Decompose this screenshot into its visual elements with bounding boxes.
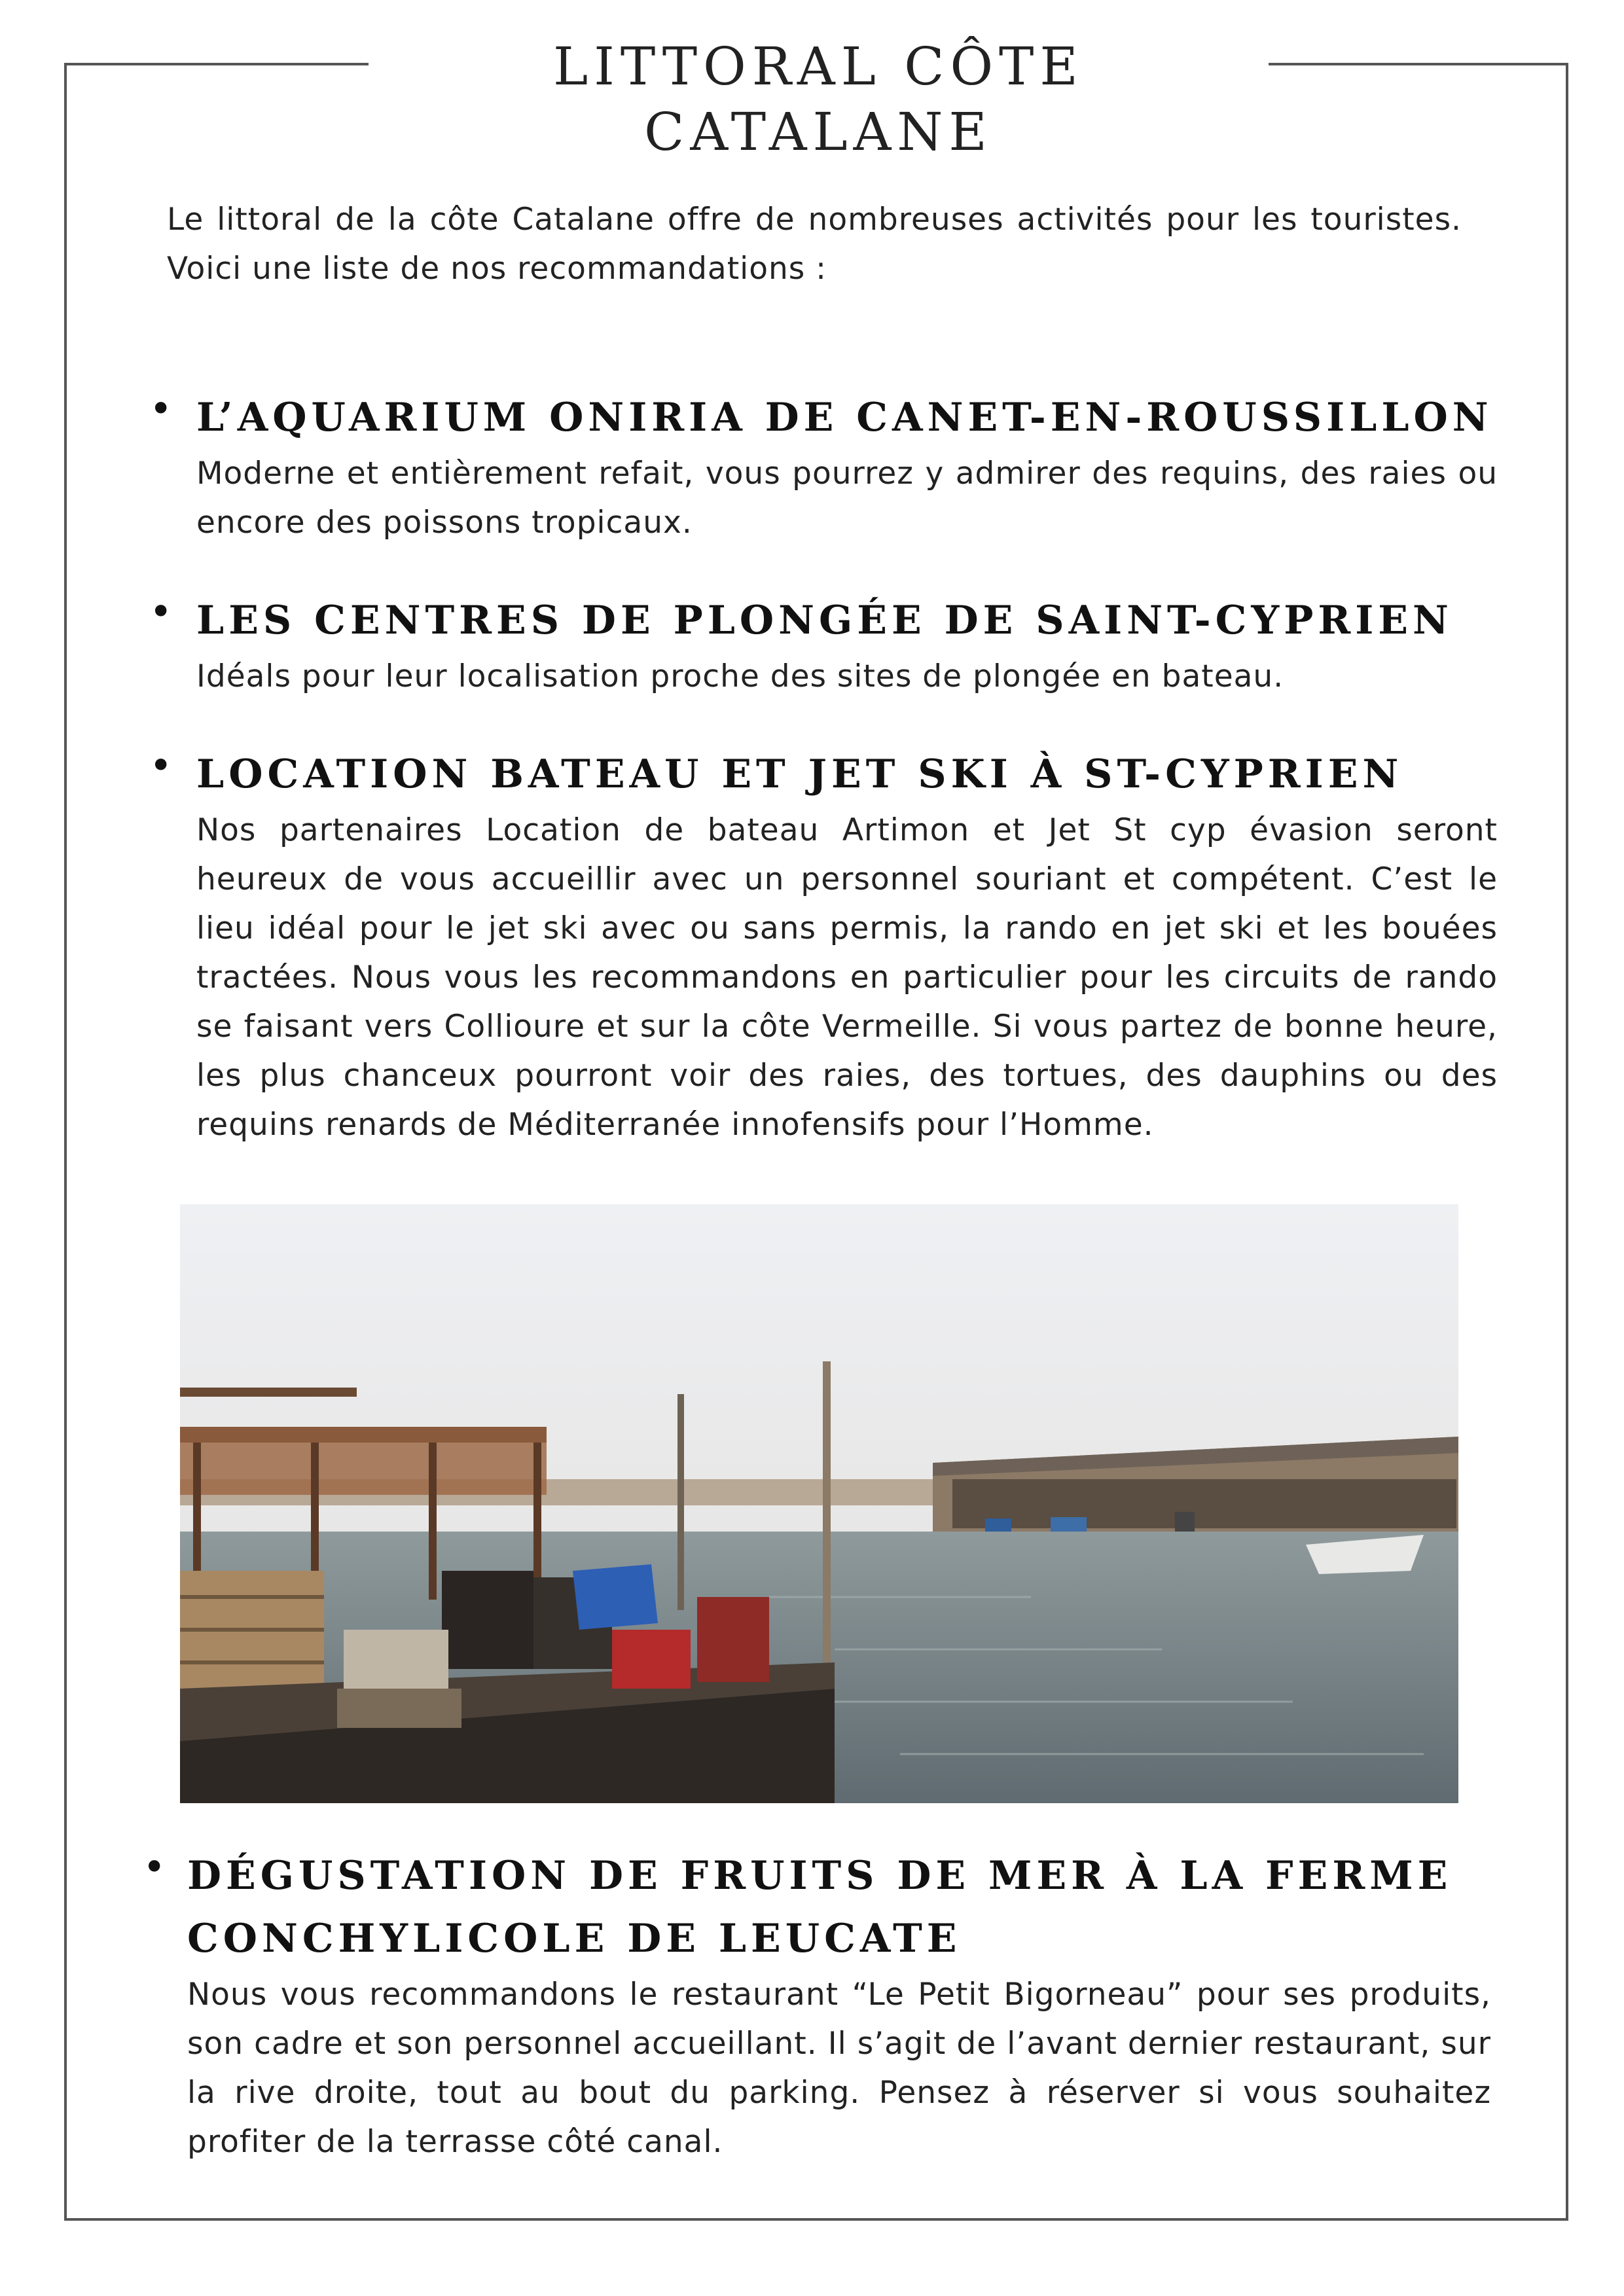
section-degustation — [143, 1844, 1491, 2166]
section-body: Nos partenaires Location de bateau Artimon et Jet St cyp évasion seront heureux de vous accueillir avec un personnel souriant et compétent. C’est le lieu idéal pour le jet ski avec ou sans permis, la rando en jet ski et les bouées tractées. Nous vous les recommandons en particulier pour les circuits de rando se faisant vers Collioure et sur la côte Vermeille. Si vous partez de bonne heure, les plus chanceux pourront voir des raies, des tortues, des dauphins ou des requins renards de Méditerranée innofensifs pour l’Homme. — [196, 812, 1498, 1143]
section-title: L’AQUARIUM ONIRIA DE CANET-EN-ROUSSILLON — [196, 395, 1493, 440]
title-rule-left — [64, 63, 369, 65]
title-rule-right — [1269, 63, 1568, 65]
section-plongee — [149, 589, 1498, 701]
intro-paragraph: Le littoral de la côte Catalane offre de nombreuses activités pour les touristes. Voici une liste de nos recommandations : — [167, 202, 1462, 287]
section-location-bateau — [149, 743, 1498, 1149]
section-title: DÉGUSTATION DE FRUITS DE MER À LA FERME CONCHYLICOLE DE LEUCATE — [187, 1853, 1453, 1962]
harbor-photo — [180, 1204, 1458, 1803]
section-aquarium — [149, 386, 1498, 547]
section-title: LOCATION BATEAU ET JET SKI À ST-CYPRIEN — [196, 751, 1403, 797]
bullet-icon: • — [149, 589, 173, 635]
bullet-icon: • — [149, 386, 173, 432]
bullet-icon: • — [149, 743, 173, 789]
section-body: Idéals pour leur localisation proche des sites de plongée en bateau. — [196, 658, 1284, 694]
page-title: LITTORAL CÔTE CATALANE — [553, 36, 1084, 162]
bullet-icon: • — [143, 1844, 166, 1890]
section-body: Moderne et entièrement refait, vous pourrez y admirer des requins, des raies ou encore des poissons tropicaux. — [196, 456, 1498, 541]
section-body: Nous vous recommandons le restaurant “Le Petit Bigorneau” pour ses produits, son cadre et son personnel accueillant. Il s’agit de l’avant dernier restaurant, sur la rive droite, tout au bout du parking. Pensez à réserver si vous souhaitez profiter de la terrasse côté canal. — [187, 1977, 1491, 2160]
section-title: LES CENTRES DE PLONGÉE DE SAINT-CYPRIEN — [196, 598, 1453, 643]
